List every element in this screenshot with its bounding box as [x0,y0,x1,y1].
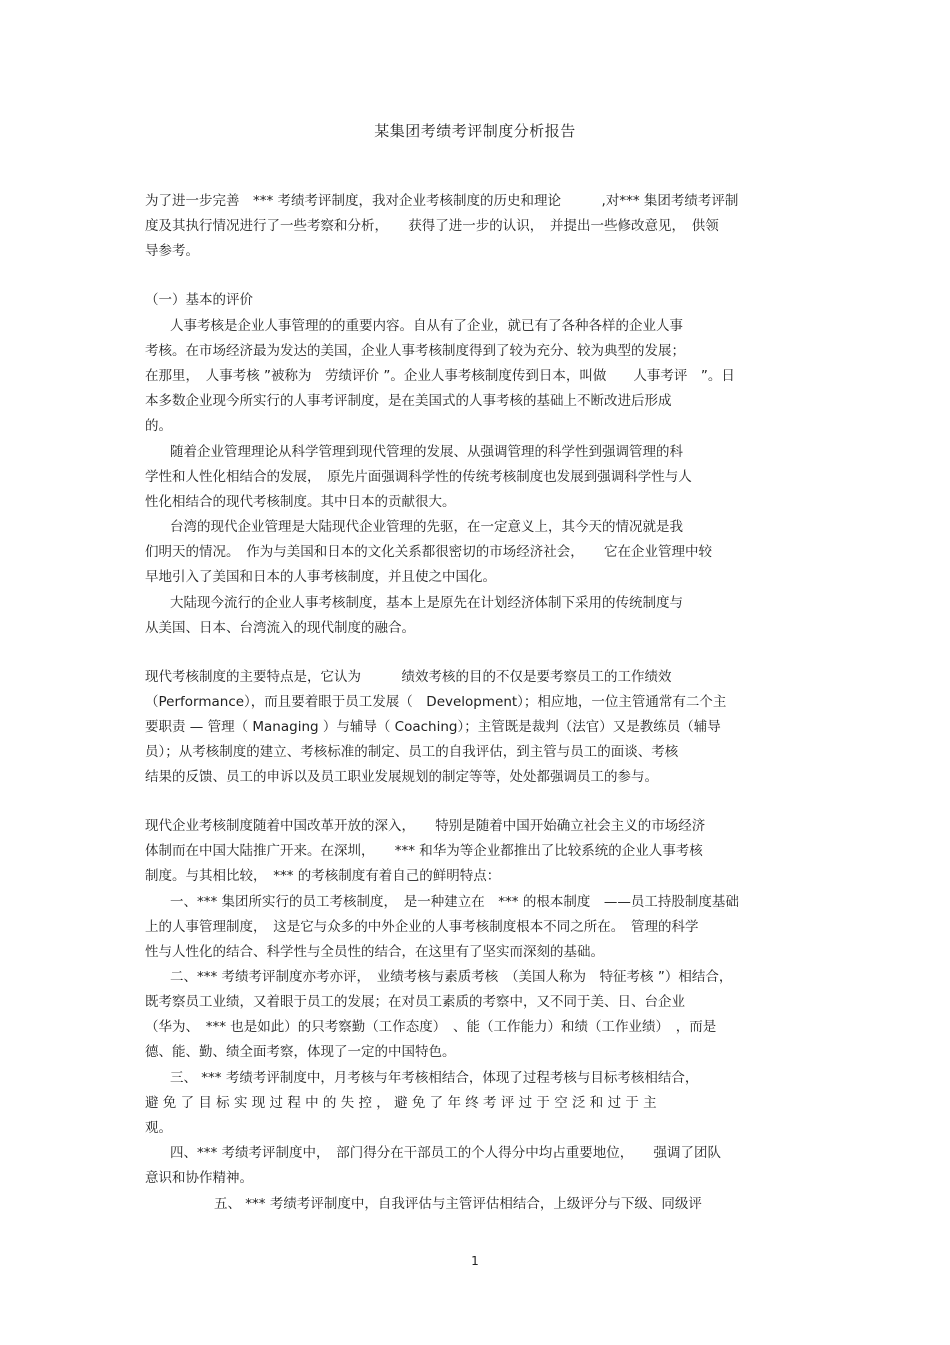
section-heading: （一）基本的评价 [145,292,253,308]
text-line: 制度。与其相比较， *** 的考核制度有着自己的鲜明特点： [145,868,501,884]
text-line: 大陆现今流行的企业人事考核制度，基本上是原先在计划经济体制下采用的传统制度与 [170,595,683,611]
text-line: 体制而在中国大陆推广开来。在深圳， *** 和华为等企业都推出了比较系统的企业人事考核 [145,843,703,859]
text-line: 在那里， 人事考核 ”被称为 劳绩评价 ”。企业人事考核制度传到日本，叫做 人事考评 ”。日 [145,368,735,384]
text-line: 既考察员工业绩，又着眼于员工的发展；在对员工素质的考察中，又不同于美、日、台企业 [145,994,685,1010]
page-number: 1 [471,1254,479,1268]
text-line: 的。 [145,418,172,434]
text-line: 从美国、日本、台湾流入的现代制度的融合。 [145,620,415,636]
text-line: 人事考核是企业人事管理的的重要内容。自从有了企业，就已有了各种各样的企业人事 [170,318,683,334]
text-line: 随着企业管理理论从科学管理到现代管理的发展、从强调管理的科学性到强调管理的科 [170,444,683,460]
document-title: 某集团考绩考评制度分析报告 [374,122,576,140]
text-line: 观。 [145,1120,172,1136]
text-line: 本多数企业现今所实行的人事考评制度，是在美国式的人事考核的基础上不断改进后形成 [145,393,672,409]
text-line: 早地引入了美国和日本的人事考核制度，并且使之中国化。 [145,569,496,585]
text-line: 现代企业考核制度随着中国改革开放的深入， 特别是随着中国开始确立社会主义的市场经济 [145,818,706,834]
text-line: 台湾的现代企业管理是大陆现代企业管理的先驱，在一定意义上，其今天的情况就是我 [170,519,683,535]
text-line: 度及其执行情况进行了一些考察和分析， 获得了进一步的认识， 并提出一些修改意见， 供领 [145,218,719,234]
text-line: 避 免 了 目 标 实 现 过 程 中 的 失 控 ， 避 免 了 年 终 考 评 过 于 空 泛 和 过 于 主 [145,1095,657,1111]
text-line: 们明天的情况。 作为与美国和日本的文化关系都很密切的市场经济社会， 它在企业管理中较 [145,544,712,560]
text-line: 考核。在市场经济最为发达的美国，企业人事考核制度得到了较为充分、较为典型的发展； [145,343,685,359]
text-line: 现代考核制度的主要特点是，它认为 绩效考核的目的不仅是要考察员工的工作绩效 [145,669,672,685]
text-line: （华为、 *** 也是如此）的只考察勤（工作态度） 、能（工作能力）和绩（工作业绩） ，而是 [145,1019,717,1035]
text-line: 四、*** 考绩考评制度中， 部门得分在干部员工的个人得分中均占重要地位， 强调了团队 [170,1145,722,1161]
text-line: 学性和人性化相结合的发展， 原先片面强调科学性的传统考核制度也发展到强调科学性与人 [145,469,692,485]
text-line: 上的人事管理制度， 这是它与众多的中外企业的人事考核制度根本不同之所在。 管理的科学 [145,919,699,935]
text-line: 一、*** 集团所实行的员工考核制度， 是一种建立在 *** 的根本制度 ——员工持股制度基础 [170,894,739,910]
text-line: 德、能、勤、绩全面考察，体现了一定的中国特色。 [145,1044,456,1060]
text-line: 三、 *** 考绩考评制度中，月考核与年考核相结合，体现了过程考核与目标考核相结合， [170,1070,699,1086]
text-line: 五、 *** 考绩考评制度中，自我评估与主管评估相结合，上级评分与下级、同级评 [214,1196,702,1212]
text-line: 员）；从考核制度的建立、考核标准的制定、员工的自我评估，到主管与员工的面谈、考核 [145,744,679,760]
text-line: 导参考。 [145,243,199,259]
text-line: 结果的反馈、员工的申诉以及员工职业发展规划的制定等等，处处都强调员工的参与。 [145,769,658,785]
text-line: 意识和协作精神。 [145,1170,253,1186]
text-line: 二、*** 考绩考评制度亦考亦评， 业绩考核与素质考核 （美国人称为 特征考核 ”）相结合， [170,969,733,985]
text-line: 要职责 — 管理（ Managing ）与辅导（ Coaching）；主管既是裁判（法官）又是教练员（辅导 [145,719,721,735]
text-line: 性与人性化的结合、科学性与全员性的结合，在这里有了坚实而深刻的基础。 [145,944,604,960]
text-line: 性化相结合的现代考核制度。其中日本的贡献很大。 [145,494,456,510]
text-line: 为了进一步完善 *** 考绩考评制度，我对企业考核制度的历史和理论 ,对*** 集团考绩考评制 [145,193,739,209]
text-line: （Performance），而且要着眼于员工发展（ Development）；相应地，一位主管通常有二个主 [145,694,727,710]
